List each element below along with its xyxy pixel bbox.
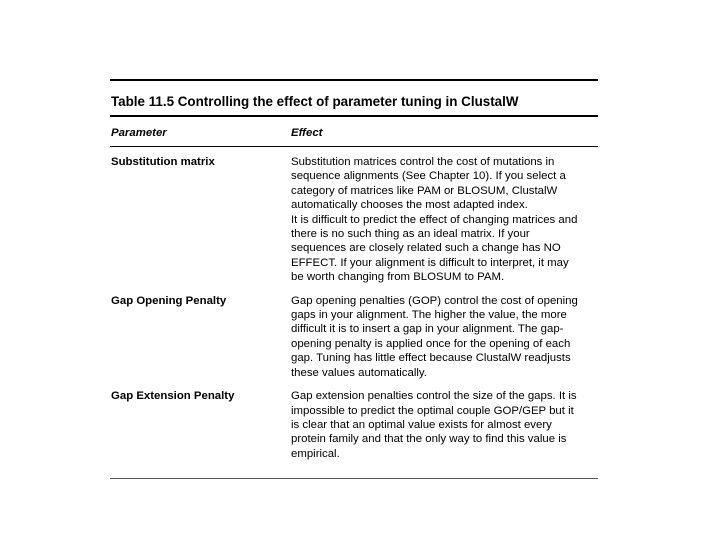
effect-line: there is no such thing as an ideal matrix. If your [291, 228, 530, 241]
table-header-row [110, 117, 598, 146]
effect-line: these values automatically. [291, 366, 427, 379]
row-effect-gap-opening-penalty [291, 294, 596, 380]
parameter-table [110, 79, 598, 479]
table-row [110, 389, 598, 461]
effect-line: gap. Tuning has little effect because ClustalW readjusts [291, 352, 571, 365]
row-effect-substitution-matrix [291, 155, 596, 285]
header-parameter: Parameter [111, 127, 167, 139]
bottom-rule [110, 478, 598, 479]
effect-line: EFFECT. If your alignment is difficult to interpret, it may [291, 256, 569, 269]
effect-line: Gap extension penalties control the size of the gaps. It is [291, 390, 577, 403]
effect-line: impossible to predict the optimal couple GOP/GEP but it [291, 404, 574, 417]
effect-line: difficult it is to insert a gap in your alignment. The gap- [291, 323, 564, 336]
table-body [110, 147, 598, 478]
effect-line: gaps in your alignment. The higher the value, the more [291, 309, 567, 322]
row-effect-gap-extension-penalty [291, 389, 596, 461]
effect-line: sequence alignments (See Chapter 10). If you select a [291, 170, 566, 183]
effect-line: It is difficult to predict the effect of changing matrices and [291, 213, 578, 226]
effect-line: Gap opening penalties (GOP) control the cost of opening [291, 294, 578, 307]
row-parameter-substitution-matrix: Substitution matrix [111, 156, 215, 168]
table-caption: Table 11.5 Controlling the effect of parameter tuning in ClustalW [111, 94, 519, 109]
effect-line: Substitution matrices control the cost of mutations in [291, 156, 555, 168]
effect-line: opening penalty is applied once for the opening of each [291, 337, 571, 350]
effect-line: category of matrices like PAM or BLOSUM, ClustalW [291, 184, 558, 197]
table-row [110, 294, 598, 380]
effect-line: automatically chooses the most adapted index. [291, 199, 528, 212]
effect-line: be worth changing from BLOSUM to PAM. [291, 271, 505, 284]
effect-line: sequences are closely related such a change has NO [291, 242, 561, 255]
table-row [110, 155, 598, 285]
header-effect: Effect [291, 127, 323, 139]
effect-line: empirical. [291, 447, 340, 460]
row-parameter-gap-extension-penalty: Gap Extension Penalty [111, 390, 235, 403]
row-parameter-gap-opening-penalty: Gap Opening Penalty [111, 294, 227, 307]
effect-line: is clear that an optimal value exists for almost every [291, 418, 552, 431]
effect-line: protein family and that the only way to find this value is [291, 433, 567, 446]
